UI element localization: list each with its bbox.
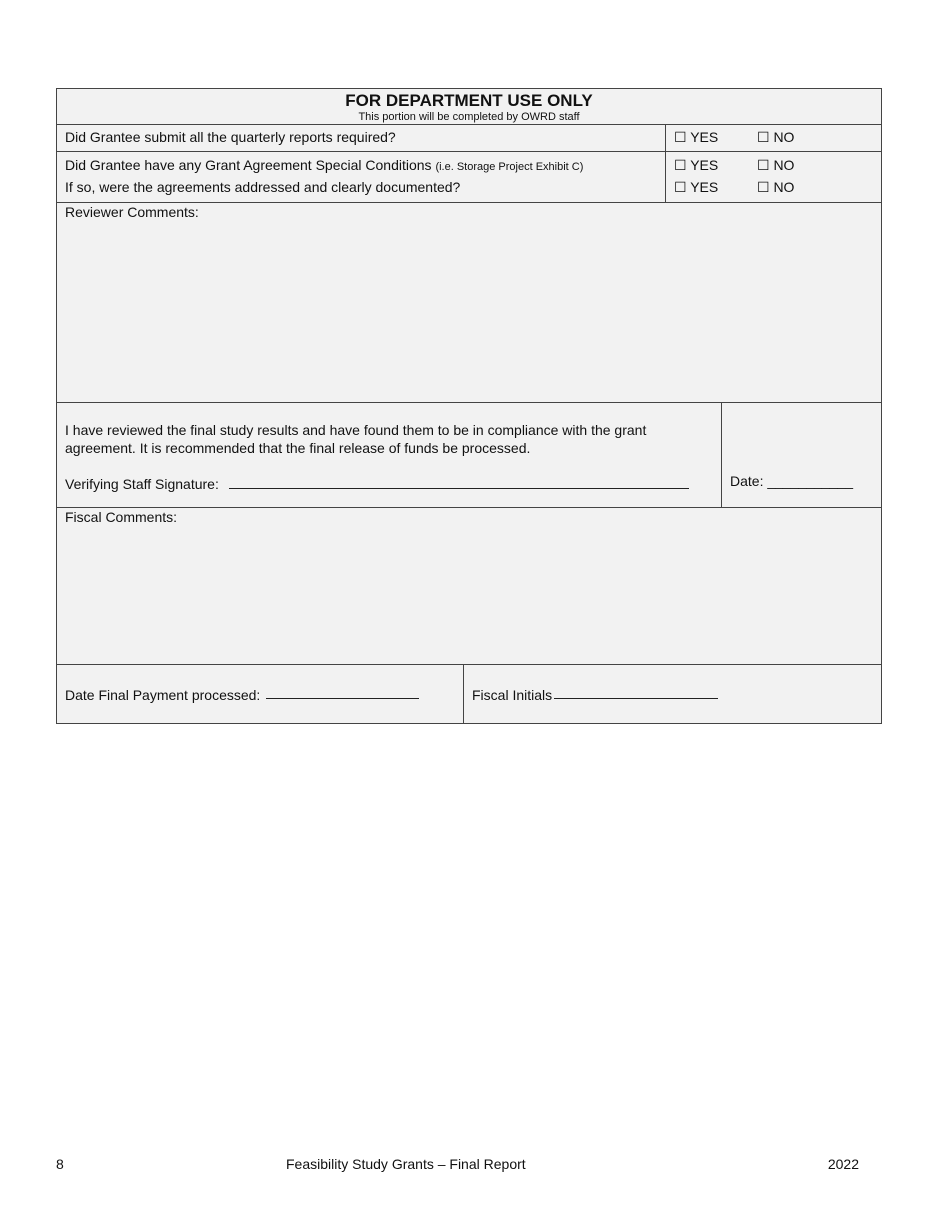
document-year: 2022 [827,1156,859,1172]
department-use-form [56,88,882,724]
options-cell [666,152,881,202]
special-conditions-question [65,154,657,176]
fiscal-initials-cell [464,665,726,723]
payment-date-line[interactable] [266,698,419,699]
verification-statement: I have reviewed the final study results and have found them to be in compliance with the grant agreement. It is recommended that the final release of funds be processed. [65,422,647,456]
reviewer-comments-label: Reviewer Comments: [65,204,199,220]
special-conditions-no-checkbox[interactable]: ☐ NO [757,157,795,173]
special-conditions-text: Did Grantee have any Grant Agreement Special Conditions [65,157,432,173]
form-subtitle: This portion will be completed by OWRD staff [358,111,580,123]
verification-row [57,403,881,508]
agreements-documented-yes-checkbox[interactable]: ☐ YES [674,179,719,195]
signature-label: Verifying Staff Signature: [65,476,219,492]
signature-line[interactable] [229,488,689,489]
agreements-documented-question: If so, were the agreements addressed and clearly documented? [65,179,461,195]
fiscal-initials-line[interactable] [554,698,718,699]
date-cell [722,403,881,507]
special-conditions-note: (i.e. Storage Project Exhibit C) [435,161,584,173]
payment-date-label: Date Final Payment processed: [65,687,261,703]
verification-cell [57,403,722,507]
quarterly-reports-question: Did Grantee submit all the quarterly reports required? [65,129,396,145]
reviewer-comments-field[interactable] [57,203,881,403]
quarterly-reports-yes-checkbox[interactable]: ☐ YES [674,129,719,145]
quarterly-reports-row [57,125,881,152]
form-header [57,89,881,125]
fiscal-comments-label: Fiscal Comments: [65,509,178,525]
question-cell [57,125,666,151]
agreements-documented-no-checkbox[interactable]: ☐ NO [757,179,795,195]
special-conditions-row [57,152,881,203]
document-title: Feasibility Study Grants – Final Report [286,1156,526,1172]
options-cell [666,125,881,151]
page-number: 8 [56,1156,64,1172]
date-field[interactable]: Date: ___________ [730,473,853,489]
form-title: FOR DEPARTMENT USE ONLY [345,91,593,110]
special-conditions-yes-checkbox[interactable]: ☐ YES [674,157,719,173]
fiscal-comments-field[interactable] [57,508,881,665]
payment-date-cell [57,665,464,723]
payment-row [57,665,881,723]
question-cell [57,152,666,202]
quarterly-reports-no-checkbox[interactable]: ☐ NO [757,129,795,145]
fiscal-initials-label: Fiscal Initials [472,687,553,703]
